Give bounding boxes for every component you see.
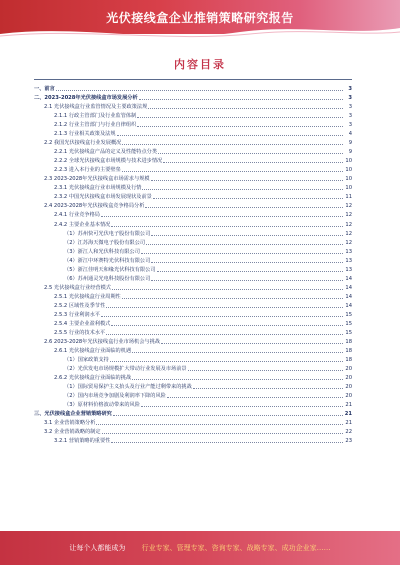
toc-entry[interactable] [34, 382, 352, 391]
toc-entry[interactable] [34, 192, 352, 201]
footer-banner [0, 531, 400, 565]
toc-leader-dots [137, 117, 343, 118]
toc-entry-label: 2.6 2023-2028年光伏接线盒行业市场机会与挑战 [44, 338, 160, 345]
toc-entry[interactable] [34, 292, 352, 301]
toc-leader-dots [110, 361, 343, 362]
toc-entry[interactable] [34, 391, 352, 400]
toc-leader-dots [132, 379, 343, 380]
toc-entry[interactable] [34, 400, 352, 409]
toc-entry-page: 18 [345, 347, 352, 354]
toc-entry[interactable] [34, 436, 352, 445]
toc-entry-page: 15 [345, 320, 352, 327]
toc-entry-label: 2.5.4 主要企业盈利模式 [54, 320, 111, 327]
toc-leader-dots [111, 442, 343, 443]
toc-entry[interactable] [34, 283, 352, 292]
toc-leader-dots [139, 99, 343, 100]
toc-entry-label: 2.6.2 光伏接线盒行业面临的挑战 [54, 375, 132, 382]
toc-entry[interactable] [34, 409, 352, 418]
toc-entry-page: 3 [348, 113, 352, 120]
toc-entry-page: 14 [345, 284, 352, 291]
toc-entry-page: 21 [344, 411, 352, 418]
toc-entry-page: 11 [345, 194, 352, 201]
toc-entry[interactable] [34, 201, 352, 210]
toc-entry-label: 2.2.1 光伏接线盒产品的定义及性能特点分类 [54, 149, 158, 156]
toc-entry-label: 2.5.1 光伏接线盒行业周期性 [54, 293, 121, 300]
toc-entry[interactable] [34, 373, 352, 382]
toc-entry-label: （3）浙江人和光伏科技有限公司 [64, 248, 140, 255]
toc-entry[interactable] [34, 219, 352, 228]
toc-entry-page: 22 [345, 429, 352, 436]
toc-leader-dots [146, 244, 343, 245]
table-of-contents [34, 84, 352, 445]
toc-entry-page: 18 [345, 356, 352, 363]
toc-entry-page: 12 [345, 212, 352, 219]
toc-entry-page: 20 [345, 375, 352, 382]
toc-entry-page: 14 [345, 275, 352, 282]
toc-entry[interactable] [34, 301, 352, 310]
toc-entry[interactable] [34, 310, 352, 319]
toc-entry-label: 2.4.1 行业竞争格局 [54, 212, 100, 219]
toc-entry-label: （2）光伏发电市场规模扩大带动行业发展及市场前景 [64, 366, 187, 372]
toc-entry-label: 3.2 企业营销战略的制定 [44, 429, 101, 436]
toc-entry-page: 14 [345, 293, 352, 300]
toc-entry-label: 三、光伏接线盒企业营销策略研究 [34, 411, 112, 418]
toc-leader-dots [163, 162, 343, 163]
toc-leader-dots [111, 325, 343, 326]
toc-leader-dots [161, 343, 343, 344]
footer-slogan-right: 行业专家、管理专家、咨询专家、战略专家、成功企业家…… [141, 544, 331, 552]
toc-entry[interactable] [34, 319, 352, 328]
toc-entry[interactable] [34, 210, 352, 219]
toc-entry-page: 4 [348, 131, 352, 138]
toc-entry-label: （2）江苏海天微电子股份有限公司 [64, 239, 146, 246]
toc-entry-label: （5）浙江佳明天和缘光伏科技有限公司 [64, 266, 156, 273]
toc-entry[interactable] [34, 183, 352, 192]
toc-entry[interactable] [34, 355, 352, 364]
toc-entry-label: 2.1.1 行政主管部门及行业监管体制 [54, 113, 137, 120]
toc-entry[interactable] [34, 174, 352, 183]
toc-entry-label: 3.1 企业营销策略分析 [44, 420, 96, 427]
toc-entry-label: 2.3.2 中国光伏接线盒市场发展现状及前景 [54, 194, 152, 201]
toc-entry-label: （1）国家政策支持 [64, 356, 109, 363]
toc-entry[interactable] [34, 93, 352, 102]
toc-entry[interactable] [34, 418, 352, 427]
toc-leader-dots [122, 298, 343, 299]
toc-leader-dots [142, 189, 343, 190]
toc-leader-dots [117, 135, 343, 136]
toc-entry-label: 2.5.3 行业利润水平 [54, 311, 100, 318]
toc-entry[interactable] [34, 256, 352, 265]
toc-entry-page: 12 [345, 221, 352, 228]
toc-entry-label: 2.3.1 光伏接线盒行业市场规模及行情 [54, 185, 142, 192]
toc-entry-label: （1）国际贸易保护主义抬头及行业产能过剩带来的挑战 [64, 384, 192, 391]
toc-entry-page: 15 [345, 311, 352, 318]
toc-leader-dots [106, 334, 343, 335]
toc-entry-label: 2.1.2 行业主管部门与行业自律组织 [54, 122, 137, 129]
toc-leader-dots [157, 271, 344, 272]
toc-entry-label: 2.6.1 光伏接线盒行业面临的机遇 [54, 347, 132, 354]
report-title: 光伏接线盒企业推销策略研究报告 [106, 11, 294, 25]
toc-leader-dots [111, 226, 343, 227]
toc-entry[interactable] [34, 238, 352, 247]
toc-entry-label: （6）苏州通灵光电科技股份有限公司 [64, 275, 151, 282]
toc-leader-dots [141, 406, 343, 407]
toc-entry[interactable] [34, 156, 352, 165]
toc-entry-page: 3 [348, 86, 352, 93]
toc-entry[interactable] [34, 120, 352, 129]
toc-leader-dots [112, 289, 343, 290]
toc-leader-dots [148, 108, 343, 109]
toc-leader-dots [122, 144, 343, 145]
toc-entry[interactable] [34, 427, 352, 436]
toc-entry-label: 3.2.1 营销策略的重要性 [54, 438, 111, 445]
toc-entry-label: 2.3 2023-2028年光伏接线盒市场需求与规模 [44, 176, 150, 183]
toc-entry-page: 21 [345, 402, 352, 409]
toc-entry-label: 2.5.2 区域性及季节性 [54, 302, 106, 309]
toc-entry-label: 2.5 光伏接线盒行业经营模式 [44, 284, 111, 291]
toc-entry[interactable] [34, 129, 352, 138]
toc-entry-page: 18 [345, 338, 352, 345]
toc-entry[interactable] [34, 265, 352, 274]
toc-leader-dots [101, 316, 343, 317]
toc-leader-dots [106, 307, 343, 308]
toc-leader-dots [145, 207, 343, 208]
toc-entry[interactable] [34, 111, 352, 120]
toc-leader-dots [101, 216, 343, 217]
toc-entry-label: 二、2023-2028年光伏接线盒市场发展分析 [34, 95, 138, 102]
toc-entry[interactable] [34, 328, 352, 337]
toc-entry-label: 2.4 2023-2028年光伏接线盒竞争格局分析 [44, 203, 145, 210]
toc-entry-page: 20 [345, 366, 352, 372]
toc-entry-label: 2.4.2 主要企业基本情况 [54, 221, 111, 228]
toc-leader-dots [151, 235, 343, 236]
toc-entry-page: 15 [345, 329, 352, 336]
toc-leader-dots [188, 370, 343, 371]
toc-entry-page: 10 [345, 158, 352, 165]
footer-slogan [0, 543, 400, 553]
toc-entry-page: 10 [345, 185, 352, 192]
toc-entry-page: 13 [345, 257, 352, 264]
toc-entry-page: 14 [345, 302, 352, 309]
toc-entry[interactable] [34, 346, 352, 355]
toc-entry[interactable] [34, 229, 352, 238]
toc-entry-label: 2.2.2 全球光伏接线盒市场规模与技术进步情况 [54, 158, 163, 165]
toc-entry-label: 一、前言 [34, 86, 55, 93]
toc-entry[interactable] [34, 102, 352, 111]
toc-entry[interactable] [34, 274, 352, 283]
toc-entry-page: 3 [348, 95, 352, 102]
toc-entry-page: 12 [345, 203, 352, 210]
toc-entry[interactable] [34, 364, 352, 373]
toc-leader-dots [56, 90, 343, 91]
toc-leader-dots [193, 388, 343, 389]
toc-entry[interactable] [34, 84, 352, 93]
toc-entry-page: 10 [345, 167, 352, 174]
toc-entry[interactable] [34, 165, 352, 174]
toc-entry-label: （4）浙江中环赛特光伏科技有限公司 [64, 257, 151, 264]
toc-heading: 内容目录 [174, 58, 226, 71]
toc-entry[interactable] [34, 138, 352, 147]
toc-leader-dots [151, 180, 343, 181]
toc-entry[interactable] [34, 147, 352, 156]
toc-entry-page: 23 [345, 438, 352, 445]
toc-leader-dots [153, 198, 343, 199]
toc-entry-page: 20 [345, 393, 352, 400]
toc-entry-page: 3 [348, 104, 352, 111]
toc-entry-page: 12 [345, 230, 352, 237]
toc-entry-label: 2.2 我国光伏接线盒行业发展概况 [44, 140, 122, 147]
toc-divider [34, 79, 352, 80]
toc-entry-label: （1）苏州快可光伏电子股份有限公司 [64, 230, 151, 237]
toc-leader-dots [96, 424, 343, 425]
toc-entry-page: 13 [345, 248, 352, 255]
toc-entry[interactable] [34, 337, 352, 346]
report-header [0, 0, 400, 34]
toc-entry-page: 13 [345, 266, 352, 273]
toc-leader-dots [167, 397, 343, 398]
toc-leader-dots [151, 262, 343, 263]
toc-leader-dots [132, 352, 343, 353]
toc-entry-label: 2.5.5 行业的技术水平 [54, 329, 106, 336]
toc-entry-page: 20 [345, 384, 352, 391]
toc-leader-dots [122, 171, 343, 172]
toc-entry-label: （3）原材料价格波动带来的风险 [64, 402, 140, 409]
toc-entry-page: 10 [345, 176, 352, 183]
toc-leader-dots [141, 253, 343, 254]
toc-leader-dots [151, 280, 343, 281]
toc-entry-label: 2.2.3 进入本行业的主要壁垒 [54, 167, 121, 174]
toc-entry-page: 9 [348, 149, 352, 156]
toc-entry[interactable] [34, 247, 352, 256]
toc-entry-page: 12 [345, 239, 352, 246]
toc-entry-label: （2）国内市场竞争加剧及利润率下降的风险 [64, 393, 166, 400]
toc-leader-dots [158, 153, 343, 154]
toc-entry-page: 9 [348, 140, 352, 147]
toc-leader-dots [113, 415, 343, 416]
toc-entry-page: 21 [345, 420, 352, 427]
toc-entry-page: 3 [348, 122, 352, 129]
toc-entry-label: 2.1.3 行业相关政策及法规 [54, 131, 116, 138]
toc-leader-dots [102, 433, 343, 434]
toc-entry-label: 2.1 光伏接线盒行业监管情况及主要政策法规 [44, 104, 148, 111]
footer-slogan-left: 让每个人都能成为 [69, 544, 126, 552]
toc-leader-dots [137, 126, 343, 127]
